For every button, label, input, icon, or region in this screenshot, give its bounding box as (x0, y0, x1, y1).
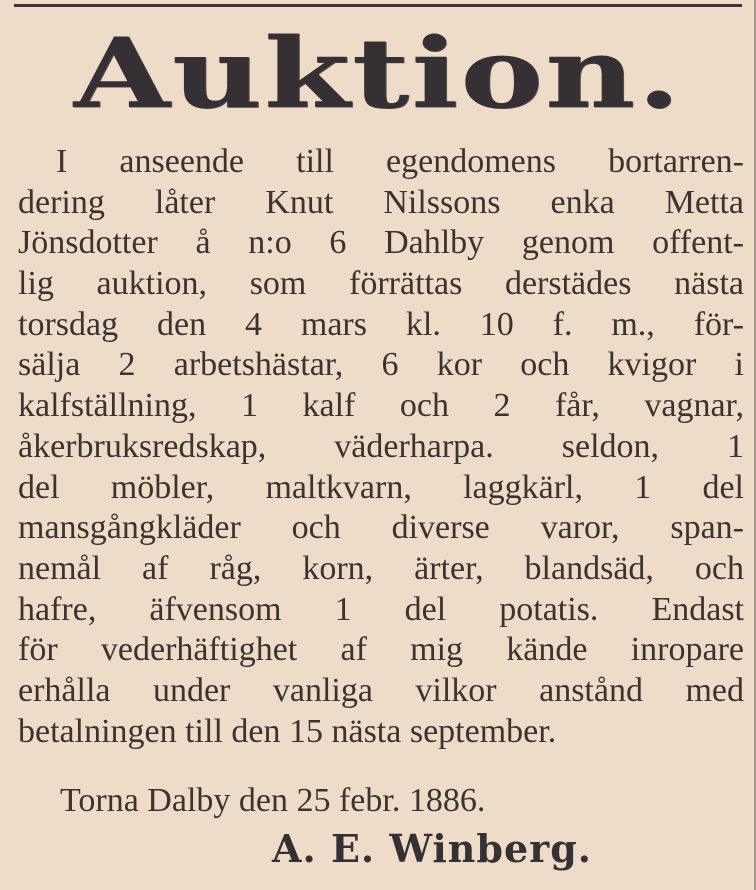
notice-line: erhålla under vanliga vilkor anstånd med (18, 671, 744, 709)
signature: A. E. Winberg. (272, 826, 593, 871)
notice-line: för vederhäftighet af mig kände inropare (18, 631, 744, 669)
notice-body (18, 142, 744, 752)
notice-line: torsdag den 4 mars kl. 10 f. m., för- (18, 305, 744, 343)
notice-line: mansgångkläder och diverse varor, span- (18, 509, 744, 547)
notice-line: dering låter Knut Nilssons enka Metta (18, 183, 744, 221)
notice-line: kalfställning, 1 kalf och 2 får, vagnar, (18, 387, 744, 425)
notice-line: betalningen till den 15 nästa september. (18, 712, 557, 750)
notice-line: I anseende till egendomens bortarren- (56, 143, 744, 180)
top-rule (14, 4, 742, 7)
notice-line: del möbler, maltkvarn, laggkärl, 1 del (18, 468, 744, 506)
notice-line: lig auktion, som förrättas derstädes nästa (18, 265, 744, 303)
notice-line: hafre, äfvensom 1 del potatis. Endast (18, 590, 744, 628)
notice-line: Jönsdotter å n:o 6 Dahlby genom offent- (18, 224, 744, 262)
notice-line: nemål af råg, korn, ärter, blandsäd, och (18, 549, 744, 587)
notice-line: sälja 2 arbetshästar, 6 kor och kvigor i (18, 346, 744, 384)
notice-title: Auktion. (73, 17, 683, 131)
dateline: Torna Dalby den 25 febr. 1886. (60, 782, 486, 819)
notice-line: åkerbruksredskap, väderharpa. seldon, 1 (18, 427, 744, 465)
